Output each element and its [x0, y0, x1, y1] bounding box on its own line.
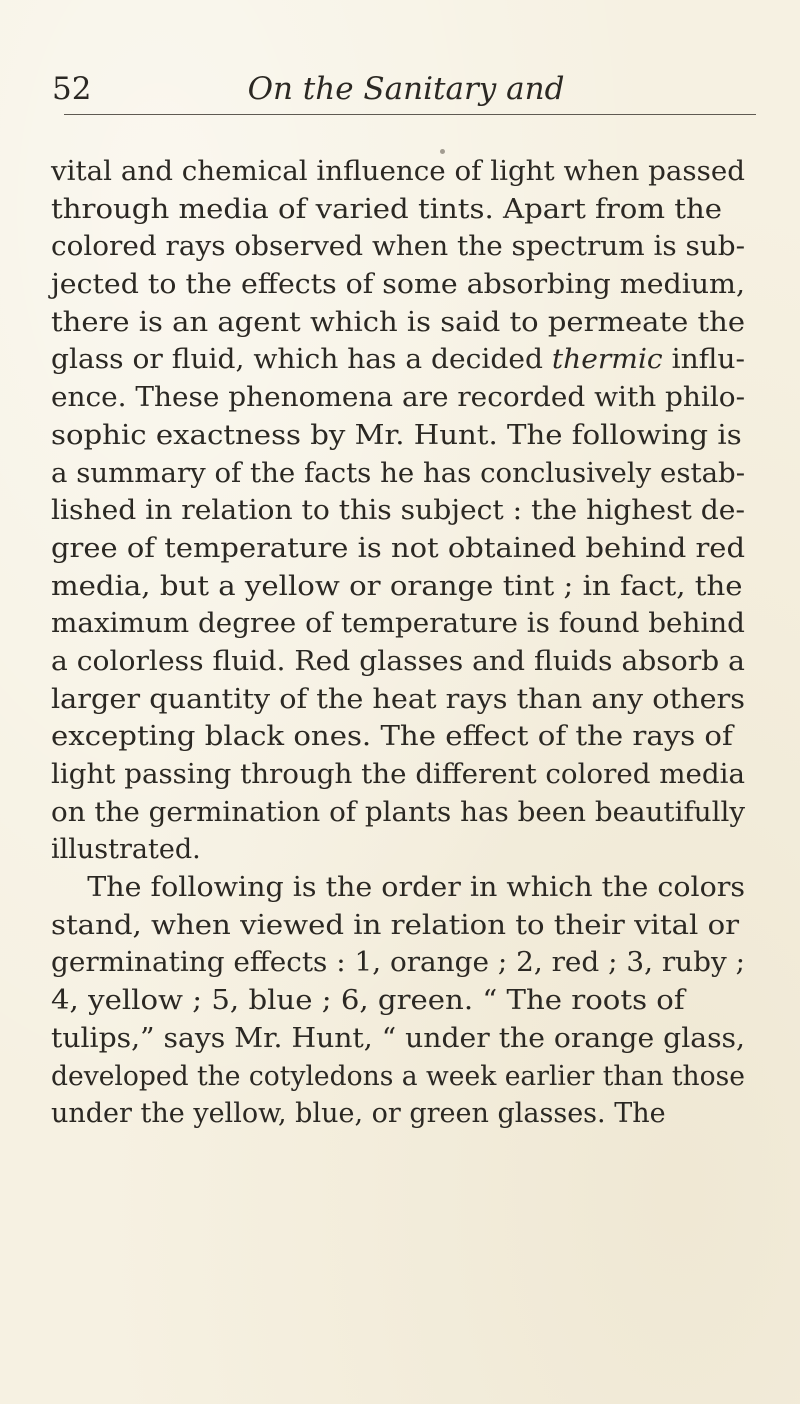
text-line-1: vital and chemical influence of light when passed: [51, 156, 745, 187]
text-line-4: jected to the effects of some absorbing medium,: [51, 269, 746, 301]
text-line-23: 4, yellow ; 5, blue ; 6, green. “ The roots of: [51, 985, 685, 1017]
text-line-24: tulips,” says Mr. Hunt, “ under the orange glass,: [51, 1022, 746, 1054]
header-rule: [64, 114, 756, 115]
text-line-8: sophic exactness by Mr. Hunt. The following is: [51, 419, 742, 451]
text-line-3: colored rays observed when the spectrum is sub-: [51, 231, 746, 263]
text-line-16: excepting black ones. The effect of the rays of: [51, 721, 733, 753]
text-line-7: ence. These phenomena are recorded with philo-: [51, 382, 746, 414]
page-header: [0, 56, 800, 106]
text-line-10: lished in relation to this subject : the highest de-: [51, 495, 745, 527]
text-line-15: larger quantity of the heat rays than any others: [51, 683, 746, 715]
text-line-5: there is an agent which is said to permeate the: [51, 306, 745, 338]
text-line-26: under the yellow, blue, or green glasses. The: [51, 1098, 666, 1130]
text-line-12: media, but a yellow or orange tint ; in fact, the: [51, 570, 743, 602]
text-line-11: gree of temperature is not obtained behind red: [51, 532, 745, 564]
text-line-9: a summary of the facts he has conclusively estab-: [51, 457, 746, 489]
text-line-20: The following is the order in which the colors: [51, 872, 746, 904]
page-number: 52: [52, 71, 92, 107]
text-line-21: stand, when viewed in relation to their vital or: [51, 909, 740, 941]
body-text: [51, 153, 745, 1133]
text-line-18: on the germination of plants has been beautifully: [51, 796, 746, 828]
text-line-17: light passing through the different colored media: [51, 759, 745, 790]
text-line-19: illustrated.: [51, 834, 201, 866]
running-title: On the Sanitary and: [247, 71, 565, 107]
text-line-13: maximum degree of temperature is found behind: [51, 608, 745, 640]
text-line-6: glass or fluid, which has a decided thermic influ-: [51, 341, 773, 379]
text-line-25: developed the cotyledons a week earlier than those: [51, 1060, 745, 1092]
text-line-22: germinating effects : 1, orange ; 2, red ; 3, ruby ;: [51, 947, 745, 979]
italic-term: thermic: [551, 344, 663, 376]
text-line-14: a colorless fluid. Red glasses and fluids absorb a: [51, 645, 745, 677]
text-line-2: through media of varied tints. Apart from the: [51, 193, 723, 225]
